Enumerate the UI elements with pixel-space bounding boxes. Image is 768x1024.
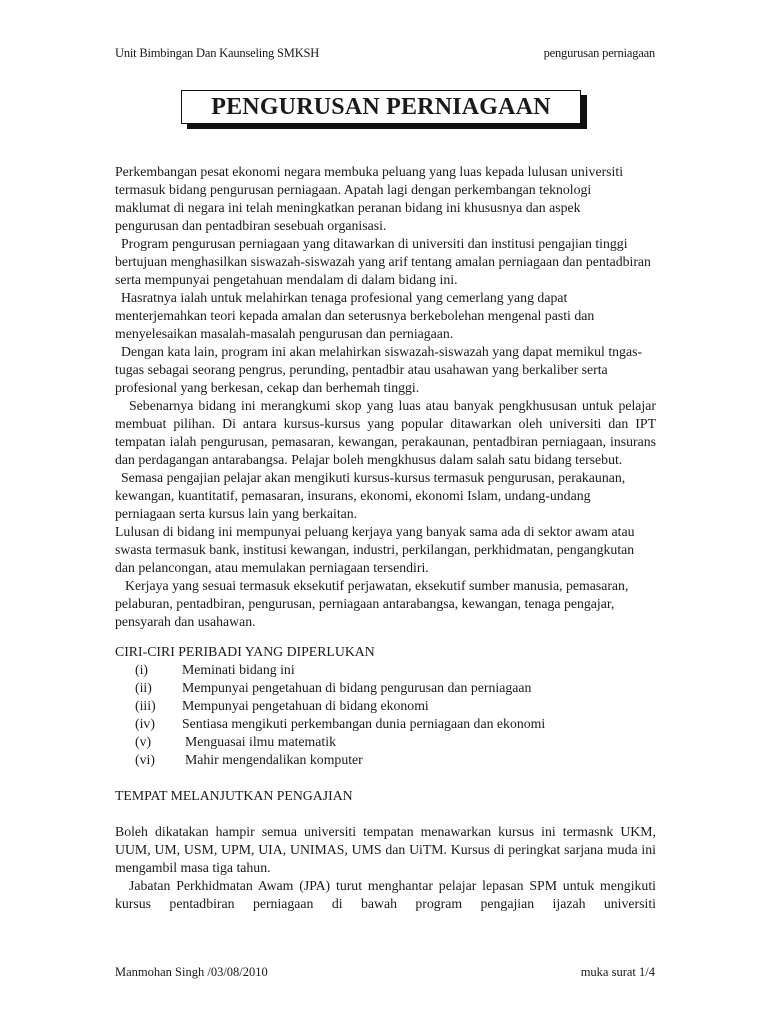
- list-item-text: Mahir mengendalikan komputer: [185, 752, 363, 767]
- paragraph-2: Program pengurusan perniagaan yang ditawarkan di universiti dan institusi pengajian tinggi bertujuan menghasilkan siswazah-siswazah yang arif tentang amalan perniagaan dan pentadbiran serta mempunyai pengetahuan mendalam di dalam bidang ini.: [115, 236, 651, 287]
- paragraph-6: Semasa pengajian pelajar akan mengikuti kursus-kursus termasuk pengurusan, perakaunan, kewangan, kuantitatif, pemasaran, insurans, ekonomi, ekonomi Islam, undang-undang perniagaan serta kursus lain yang berkaitan.: [115, 470, 626, 521]
- list-item-number: (v): [135, 734, 152, 749]
- list-item-text: Sentiasa mengikuti perkembangan dunia perniagaan dan ekonomi: [182, 716, 546, 731]
- page-footer: [115, 965, 655, 980]
- paragraph-5: Sebenarnya bidang ini merangkumi skop yang luas atau banyak pengkhususan untuk pelajar membuat pilihan. Di antara kursus-kursus yang popular ditawarkan oleh universiti dan IPT tempatan ialah pengurusan, pemasaran, kewangan, perakaunan, pentadbiran perniagaan, insurans dan perdagangan antarabangsa. Pelajar boleh mengkhusus dalam salah satu bidang tersebut.: [115, 398, 656, 467]
- footer-author: Manmohan Singh /03/08/2010: [115, 965, 268, 979]
- title-box: [181, 90, 587, 128]
- list-item-number: (iv): [135, 716, 155, 731]
- footer-page-number: muka surat 1/4: [580, 965, 655, 979]
- list-item-text: Menguasai ilmu matematik: [185, 734, 336, 749]
- page-header: [115, 46, 655, 61]
- tempat-heading: TEMPAT MELANJUTKAN PENGAJIAN: [115, 788, 353, 803]
- paragraph-1: Perkembangan pesat ekonomi negara membuka peluang yang luas kepada lulusan universiti termasuk bidang pengurusan perniagaan. Apatah lagi dengan perkembangan teknologi maklumat di negara ini telah meningkatkan peranan bidang ini khususnya dan aspek pengurusan dan pentadbiran sesebuah organisasi.: [115, 164, 624, 233]
- list-item-number: (vi): [135, 752, 155, 767]
- list-item: [115, 751, 656, 769]
- list-item: [115, 697, 656, 715]
- list-item: [115, 661, 656, 679]
- list-item-text: Mempunyai pengetahuan di bidang pengurusan dan perniagaan: [182, 680, 532, 695]
- paragraph-3: Hasratnya ialah untuk melahirkan tenaga profesional yang cemerlang yang dapat menterjemahkan teori kepada amalan dan seterusnya berkebolehan mengenal pasti dan menyelesaikan masalah-masalah pengurusan dan perniagaan.: [115, 290, 595, 341]
- header-left: Unit Bimbingan Dan Kaunseling SMKSH: [115, 46, 320, 60]
- list-item-number: (iii): [135, 698, 156, 713]
- list-item: [115, 679, 656, 697]
- list-item-number: (i): [135, 662, 149, 677]
- header-right: pengurusan perniagaan: [543, 46, 655, 60]
- ciri-list: [115, 661, 656, 769]
- ciri-heading: CIRI-CIRI PERIBADI YANG DIPERLUKAN: [115, 644, 375, 659]
- list-item-text: Meminati bidang ini: [182, 662, 295, 677]
- paragraph-4: Dengan kata lain, program ini akan melahirkan siswazah-siswazah yang dapat memikul tngas-tugas sebagai seorang pengrus, perunding, pentadbir atau usahawan yang berkaliber serta profesional yang berkesan, cekap dan berhemah tinggi.: [115, 344, 643, 395]
- tempat-paragraph-1: Boleh dikatakan hampir semua universiti tempatan menawarkan kursus ini termasnk UKM, UUM, UM, USM, UPM, UIA, UNIMAS, UMS dan UiTM. Kursus di peringkat sarjana muda ini mengambil masa tiga tahun.: [115, 824, 656, 875]
- list-item-text: Mempunyai pengetahuan di bidang ekonomi: [182, 698, 429, 713]
- document-body: [115, 163, 656, 913]
- paragraph-7: Lulusan di bidang ini mempunyai peluang kerjaya yang banyak sama ada di sektor awam atau swasta termasuk bank, institusi kewangan, industri, perkilangan, perkhidmatan, pengangkutan dan pelancongan, atau memulakan perniagaan tersendiri.: [115, 524, 635, 575]
- list-item-number: (ii): [135, 680, 152, 695]
- list-item: [115, 733, 656, 751]
- list-item: [115, 715, 656, 733]
- tempat-paragraph-2: Jabatan Perkhidmatan Awam (JPA) turut menghantar pelajar lepasan SPM untuk mengikuti kursus pentadbiran perniagaan di bawah program pengajian ijazah universiti: [115, 878, 656, 911]
- paragraph-8: Kerjaya yang sesuai termasuk eksekutif perjawatan, eksekutif sumber manusia, pemasaran, pelaburan, pentadbiran, pengurusan, perniagaan antarabangsa, kewangan, tenaga pengajar, pensyarah dan usahawan.: [115, 578, 629, 629]
- page-title: PENGURUSAN PERNIAGAAN: [181, 90, 581, 124]
